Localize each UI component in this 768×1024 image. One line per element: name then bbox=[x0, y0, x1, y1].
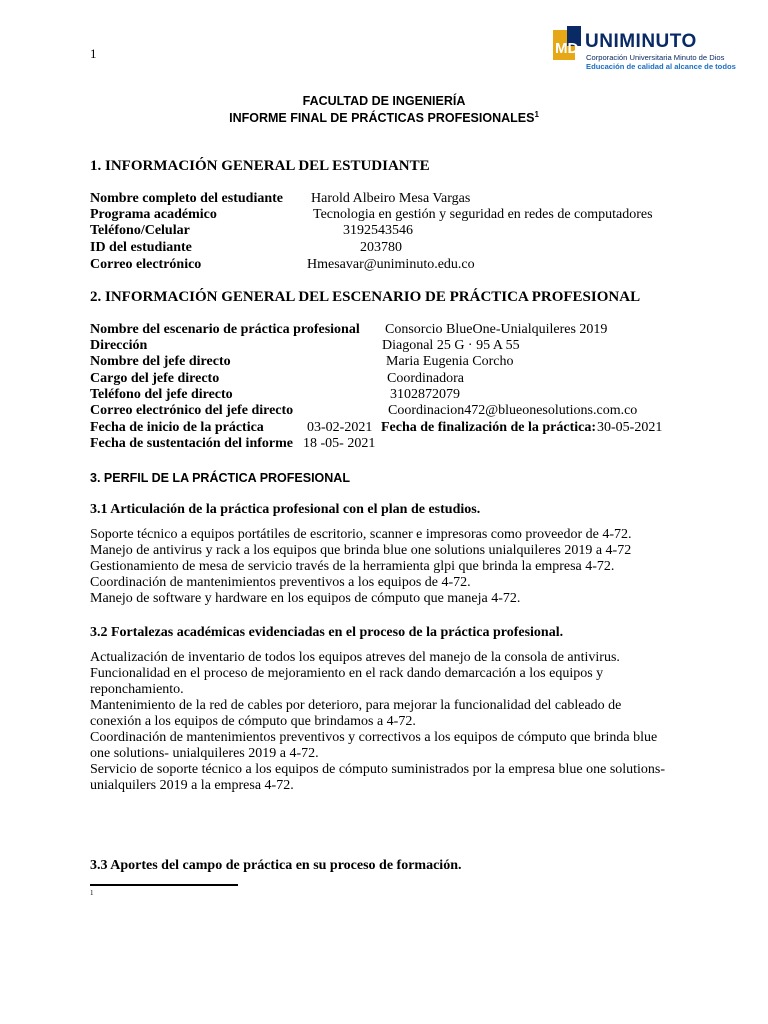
paragraph-line: Coordinación de mantenimientos preventivos y correctivos a los equipos de cómputo que brinda blue bbox=[90, 730, 658, 745]
supervisor-role-label: Cargo del jefe directo bbox=[90, 371, 220, 386]
student-name-value: Harold Albeiro Mesa Vargas bbox=[311, 191, 471, 206]
logo-tagline-institution: Corporación Universitaria Minuto de Dios bbox=[586, 53, 725, 62]
supervisor-email-value: Coordinacion472@blueonesolutions.com.co bbox=[388, 403, 638, 418]
paragraph-line: Mantenimiento de la red de cables por deterioro, para mejorar la funcionalidad del cableado de bbox=[90, 698, 622, 713]
student-name-label: Nombre completo del estudiante bbox=[90, 191, 283, 206]
report-title bbox=[0, 110, 768, 125]
logo-name: UNIMINUTO bbox=[585, 31, 697, 52]
supervisor-phone-label: Teléfono del jefe directo bbox=[90, 387, 233, 402]
subsection-3-1-title: 3.1 Articulación de la práctica profesional con el plan de estudios. bbox=[90, 502, 481, 517]
supervisor-name-value: Maria Eugenia Corcho bbox=[386, 354, 514, 369]
paragraph-line: Actualización de inventario de todos los equipos atreves del manejo de la consola de antivirus. bbox=[90, 650, 620, 665]
start-date-label: Fecha de inicio de la práctica bbox=[90, 420, 264, 435]
subsection-3-2-title: 3.2 Fortalezas académicas evidenciadas en el proceso de la práctica profesional. bbox=[90, 625, 564, 640]
email-label: Correo electrónico bbox=[90, 257, 202, 272]
practice-site-value: Consorcio BlueOne-Unialquileres 2019 bbox=[385, 322, 608, 337]
supervisor-name-label: Nombre del jefe directo bbox=[90, 354, 231, 369]
logo-tagline-motto: Educación de calidad al alcance de todos bbox=[586, 62, 736, 71]
paragraph-line: Coordinación de mantenimientos preventivos a los equipos de 4-72. bbox=[90, 575, 471, 590]
defense-date-value: 18 -05- 2021 bbox=[303, 436, 376, 451]
practice-site-label: Nombre del escenario de práctica profesional bbox=[90, 322, 360, 337]
defense-date-label: Fecha de sustentación del informe bbox=[90, 436, 293, 451]
report-title-footnote-marker: 1 bbox=[534, 110, 539, 119]
subsection-3-1-body bbox=[90, 527, 632, 607]
phone-label: Teléfono/Celular bbox=[90, 223, 190, 238]
student-id-value: 203780 bbox=[360, 240, 402, 255]
section3-title: 3. PERFIL DE LA PRÁCTICA PROFESIONAL bbox=[90, 471, 350, 485]
supervisor-email-label: Correo electrónico del jefe directo bbox=[90, 403, 294, 418]
paragraph-line: Gestionamiento de mesa de servicio través de la herramienta glpi que brinda la empresa 4-72. bbox=[90, 559, 615, 574]
faculty-title: FACULTAD DE INGENIERÍA bbox=[302, 94, 466, 108]
phone-value: 3192543546 bbox=[343, 223, 413, 238]
uniminuto-logo bbox=[553, 22, 736, 71]
section2-title: 2. INFORMACIÓN GENERAL DEL ESCENARIO DE PRÁCTICA PROFESIONAL bbox=[90, 289, 641, 305]
paragraph-line: one solutions- unialquileres 2019 a 4-72. bbox=[90, 746, 319, 761]
page-number: 1 bbox=[90, 46, 97, 61]
address-value: Diagonal 25 G · 95 A 55 bbox=[382, 338, 520, 353]
end-date-label: Fecha de finalización de la práctica: bbox=[381, 420, 597, 435]
supervisor-role-value: Coordinadora bbox=[387, 371, 464, 386]
subsection-3-2-body bbox=[90, 650, 665, 794]
footnote-separator bbox=[90, 884, 238, 886]
logo-mark-icon bbox=[553, 26, 583, 64]
start-date-value: 03-02-2021 bbox=[307, 420, 373, 435]
program-label: Programa académico bbox=[90, 207, 217, 222]
paragraph-line: Servicio de soporte técnico a los equipos de cómputo suministrados por la empresa blue one solutions- bbox=[90, 762, 666, 777]
end-date-value: 30-05-2021 bbox=[597, 420, 663, 435]
supervisor-phone-value: 3102872079 bbox=[390, 387, 460, 402]
section1-title: 1. INFORMACIÓN GENERAL DEL ESTUDIANTE bbox=[90, 158, 430, 174]
email-value: Hmesavar@uniminuto.edu.co bbox=[307, 257, 475, 272]
address-label: Dirección bbox=[90, 338, 148, 353]
subsection-3-3-title: 3.3 Aportes del campo de práctica en su proceso de formación. bbox=[90, 858, 462, 873]
logo-mark-text: MD bbox=[555, 40, 579, 57]
paragraph-line: Manejo de antivirus y rack a los equipos que brinda blue one solutions unialquileres 2019 a 4-72 bbox=[90, 543, 632, 558]
paragraph-line: conexión a los equipos de cómputo que brindamos a 4-72. bbox=[90, 714, 416, 729]
footnote-marker: 1 bbox=[90, 889, 94, 897]
paragraph-line: Soporte técnico a equipos portátiles de escritorio, scanner e impresoras como proveedor de 4-72. bbox=[90, 527, 632, 542]
paragraph-line: unialquilers 2019 a la empresa 4-72. bbox=[90, 778, 294, 793]
student-id-label: ID del estudiante bbox=[90, 240, 192, 255]
paragraph-line: Funcionalidad en el proceso de mejoramiento en el rack dando demarcación a los equipos y bbox=[90, 666, 604, 681]
paragraph-line: Manejo de software y hardware en los equipos de cómputo que maneja 4-72. bbox=[90, 591, 521, 606]
report-title-text: INFORME FINAL DE PRÁCTICAS PROFESIONALES bbox=[229, 111, 535, 126]
program-value: Tecnologia en gestión y seguridad en redes de computadores bbox=[313, 207, 653, 222]
paragraph-line: reponchamiento. bbox=[90, 682, 184, 697]
